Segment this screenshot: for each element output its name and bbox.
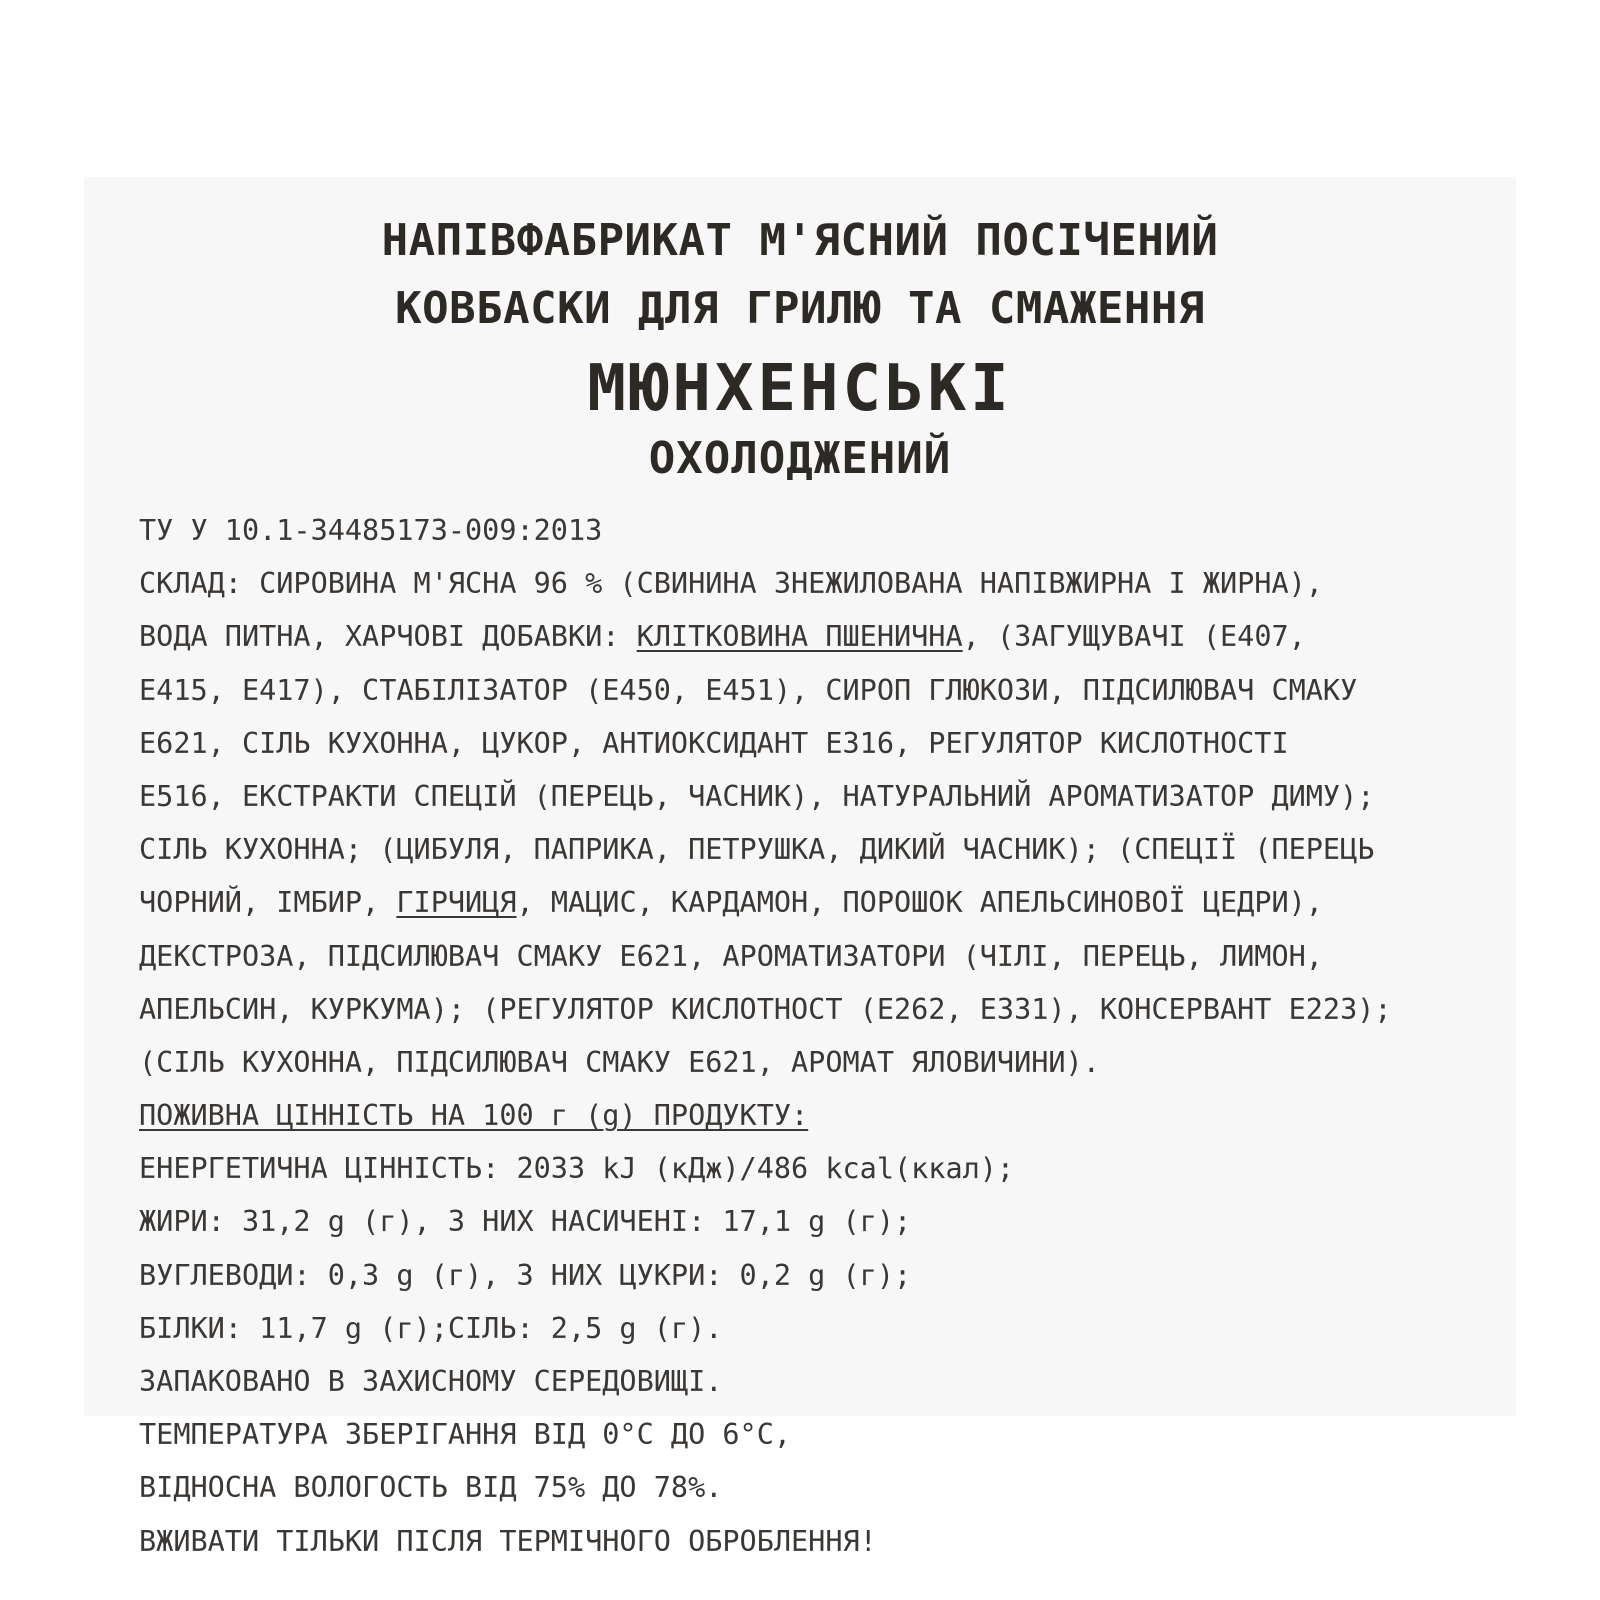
packaging-note: ЗАПАКОВАНО В ЗАХИСНОМУ СЕРЕДОВИЩІ. xyxy=(139,1365,723,1398)
allergen-wheat-fiber: КЛІТКОВИНА ПШЕНИЧНА xyxy=(636,620,963,654)
nutrition-energy: ЕНЕРГЕТИЧНА ЦІННІСТЬ: 2033 kJ (кДж)/486 kcal(ккал); xyxy=(139,1152,1015,1186)
storage-humidity: ВІДНОСНА ВОЛОГОСТЬ ВІД 75% ДО 78%. xyxy=(139,1471,723,1505)
composition-line: АПЕЛЬСИН, КУРКУМА); (РЕГУЛЯТОР КИСЛОТНОСТ (Е262, Е331), КОНСЕРВАНТ Е223); xyxy=(139,992,1392,1026)
nutrition-heading-text: ПОЖИВНА ЦІННІСТЬ НА 100 г (g) ПРОДУКТУ: xyxy=(139,1099,809,1133)
label-title-line-1: НАПІВФАБРИКАТ М'ЯСНИЙ ПОСІЧЕНИЙ xyxy=(381,215,1219,266)
composition-line: Е621, СІЛЬ КУХОННА, ЦУКОР, АНТИОКСИДАНТ Е316, РЕГУЛЯТОР КИСЛОТНОСТІ xyxy=(139,726,1289,760)
composition-line xyxy=(139,610,1479,663)
product-name: МЮНХЕНСЬКІ xyxy=(587,352,1013,426)
cooking-warning: ВЖИВАТИ ТІЛЬКИ ПІСЛЯ ТЕРМІЧНОГО ОБРОБЛЕННЯ! xyxy=(139,1524,877,1558)
composition-text: ЧОРНИЙ, ІМБИР, xyxy=(139,886,397,920)
nutrition-carbs: ВУГЛЕВОДИ: 0,3 g (г), З НИХ ЦУКРИ: 0,2 g (г); xyxy=(139,1258,912,1292)
composition-line: Е516, ЕКСТРАКТИ СПЕЦІЙ (ПЕРЕЦЬ, ЧАСНИК), НАТУРАЛЬНИЙ АРОМАТИЗАТОР ДИМУ); xyxy=(139,779,1375,813)
nutrition-fats: ЖИРИ: 31,2 g (г), З НИХ НАСИЧЕНІ: 17,1 g (г); xyxy=(139,1205,912,1239)
composition-line: (СІЛЬ КУХОННА, ПІДСИЛЮВАЧ СМАКУ Е621, АРОМАТ ЯЛОВИЧИНИ). xyxy=(139,1045,1100,1079)
composition-line: Е415, Е417), СТАБІЛІЗАТОР (Е450, Е451), СИРОП ГЛЮКОЗИ, ПІДСИЛЮВАЧ СМАКУ xyxy=(139,673,1358,707)
product-label xyxy=(84,177,1516,1558)
composition-line: ДЕКСТРОЗА, ПІДСИЛЮВАЧ СМАКУ Е621, АРОМАТИЗАТОРИ (ЧІЛІ, ПЕРЕЦЬ, ЛИМОН, xyxy=(139,939,1323,973)
label-title-line-2: КОВБАСКИ ДЛЯ ГРИЛЮ ТА СМАЖЕННЯ xyxy=(395,283,1205,334)
composition-line xyxy=(139,876,1479,929)
allergen-mustard: ГІРЧИЦЯ xyxy=(396,886,517,920)
composition-line: СІЛЬ КУХОННА; (ЦИБУЛЯ, ПАПРИКА, ПЕТРУШКА, ДИКИЙ ЧАСНИК); (СПЕЦІЇ (ПЕРЕЦЬ xyxy=(139,833,1375,867)
composition-text: , МАЦИС, КАРДАМОН, ПОРОШОК АПЕЛЬСИНОВОЇ ЦЕДРИ), xyxy=(516,886,1323,920)
label-body xyxy=(139,504,1479,1568)
composition-text: , (ЗАГУЩУВАЧІ (Е407, xyxy=(962,620,1306,654)
nutrition-protein-salt: БІЛКИ: 11,7 g (г);СІЛЬ: 2,5 g (г). xyxy=(139,1311,723,1345)
technical-standard: ТУ У 10.1-34485173-009:2013 xyxy=(139,514,603,547)
nutrition-heading xyxy=(139,1089,1479,1142)
storage-temperature: ТЕМПЕРАТУРА ЗБЕРІГАННЯ ВІД 0°С ДО 6°С, xyxy=(139,1418,792,1452)
composition-text: ВОДА ПИТНА, ХАРЧОВІ ДОБАВКИ: xyxy=(139,620,637,654)
composition-line: СКЛАД: СИРОВИНА М'ЯСНА 96 % (СВИНИНА ЗНЕЖИЛОВАНА НАПІВЖИРНА І ЖИРНА), xyxy=(139,567,1323,601)
product-state: ОХОЛОДЖЕНИЙ xyxy=(648,433,952,484)
